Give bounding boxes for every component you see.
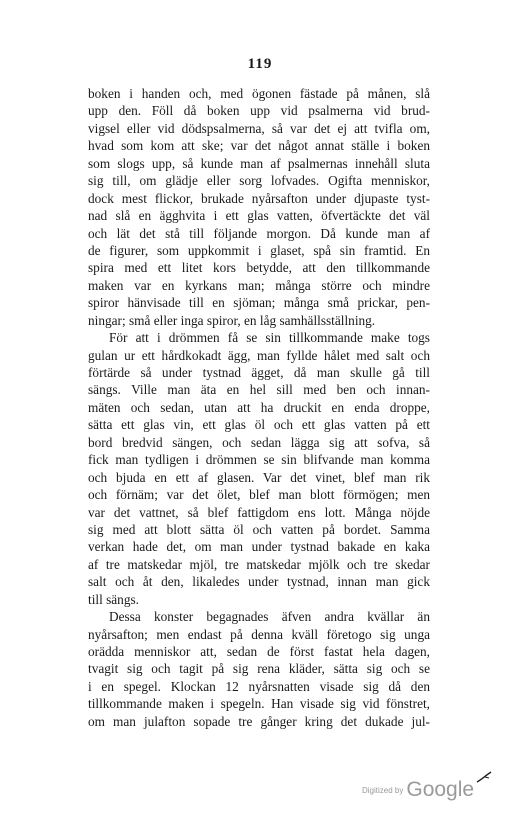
text-line: verkan hade det, om man under tystnad bakade en kaka: [88, 539, 430, 555]
text-line: af tre matskedar mjöl, tre matskedar mjölk och tre skedar: [88, 556, 430, 572]
text-line: nyårsafton; men endast på denna kväll företogo sig unga: [88, 626, 430, 642]
text-line: nad slå en ägghvita i ett glas vatten, öfvertäckte det väl: [88, 208, 430, 224]
text-line: sig med att blott sätta öl och vatten på bordet. Samma: [88, 521, 430, 537]
pencil-mark-icon: [476, 770, 492, 784]
text-line: spiror hänvisade till en sjöman; många små prickar, pen-: [88, 295, 430, 311]
text-line: tvagit sig och tagit på sig rena kläder, sätta sig och se: [88, 661, 430, 677]
text-line: som slogs upp, så kunde man af psalmernas innehåll sluta: [88, 155, 430, 171]
text-line: i en spegel. Klockan 12 nyårsnatten visade sig då den: [88, 678, 430, 694]
digitized-by-google-watermark: [362, 778, 474, 802]
watermark-brand: Google: [406, 778, 475, 801]
text-line: de figurer, som uppkommit i glaset, spå sin framtid. En: [88, 242, 430, 258]
text-line: sig till, om glädje eller sorg lofvades. Ogifta menniskor,: [88, 173, 430, 189]
text-line: dock mest flickor, brukade nyårsafton under djupaste tyst-: [88, 190, 430, 206]
text-line: och bjuda en ett af glasen. Var det vinet, blef man rik: [88, 469, 430, 485]
page-number: 119: [247, 56, 273, 72]
text-line: orädda menniskor att, sedan de först fastat hela dagen,: [88, 644, 430, 659]
text-line: ningar; små eller inga spiror, en låg samhällsställning.: [88, 312, 376, 328]
text-line: fick man tydligen i drömmen se sin blifvande man komma: [88, 452, 430, 468]
text-line: sätta ett glas vin, ett glas öl och ett glas vatten på ett: [88, 417, 430, 433]
text-line: Dessa konster begagnades äfven andra kvällar än: [109, 609, 430, 625]
text-line: tillkommande maken i spegeln. Han visade sig vid fönstret,: [88, 696, 430, 712]
text-line: och förnäm; var det ölet, blef man blott förmögen; men: [88, 487, 430, 503]
text-line: maken var en kyrkans man; många större och mindre: [88, 277, 430, 293]
text-line: gulan ur ett hårdkokadt ägg, man fyllde hålet med salt och: [88, 347, 430, 363]
text-line: var det vattnet, så blef fattigdom ens lott. Många nöjde: [88, 504, 430, 520]
text-line: vigsel eller vid dödspsalmerna, så var det ej att tvifla om,: [88, 120, 430, 136]
text-line: om man julafton sopade tre gånger kring det dukade jul-: [88, 713, 430, 729]
text-line: salt och åt den, likaledes under tystnad, innan man gick: [88, 574, 430, 590]
text-line: mäten och sedan, utan att ha druckit en enda droppe,: [88, 399, 430, 415]
text-line: spira med ett litet kors betydde, att den tillkommande: [88, 260, 430, 276]
text-line: och lät det stå till följande morgon. Då kunde man af: [88, 225, 430, 241]
watermark-prefix: Digitized by: [362, 786, 404, 795]
text-line: förtärde så under tystnad ägget, då man skulle gå till: [88, 365, 430, 380]
text-block: [88, 85, 430, 730]
text-line: sängs. Ville man äta en hel sill med ben och innan-: [88, 382, 430, 398]
text-line: bord bredvid sängen, och sedan lägga sig att sofva, så: [88, 434, 430, 450]
text-line: boken i handen och, med ögonen fästade på månen, slå: [88, 86, 430, 101]
text-line: hvad som kom att ske; var det något annat ställe i boken: [88, 138, 430, 154]
text-line: upp den. Föll då boken upp vid psalmerna vid brud-: [88, 103, 430, 119]
text-line: till sängs.: [88, 591, 139, 607]
text-line: För att i drömmen få se sin tillkommande make togs: [109, 330, 430, 346]
